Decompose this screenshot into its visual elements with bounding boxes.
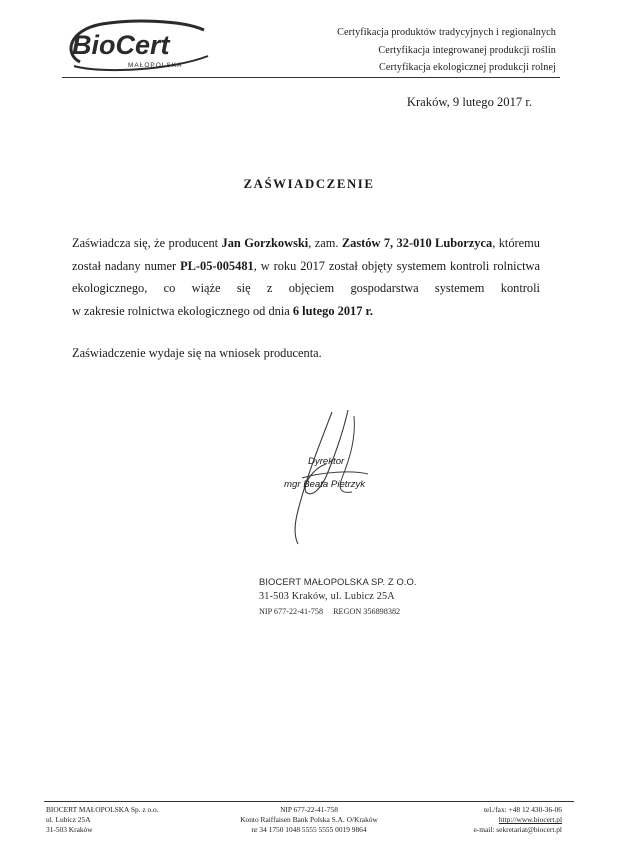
body-line-4: w zakresie rolnictwa ekologicznego od dnia 6 lutego 2017 r. [72, 303, 373, 318]
signature-scribble [262, 408, 402, 548]
header-services [337, 24, 556, 77]
body-line-2: został nadany numer PL-05-005481, w roku 2017 został objęty systemem kontroli rolnictwa [72, 258, 540, 273]
company-stamp [259, 574, 417, 619]
producer-number: PL-05-005481 [180, 258, 254, 273]
stamp-nip: NIP 677-22-41-758 [259, 607, 324, 616]
footer-bank: NIP 677-22-41-758 Konto Raiffaisen Bank Polska S.A. O/Kraków nr 34 1750 1048 5555 5555 0019 9864 [240, 805, 378, 835]
header-divider [62, 77, 560, 78]
document-date: Kraków, 9 lutego 2017 r. [406, 95, 532, 109]
header-line: Certyfikacja integrowanej produkcji roślin [378, 44, 556, 56]
footer-phone: tel./fax: +48 12 430-36-06 [483, 805, 562, 814]
footer-website-link[interactable]: http://www.biocert.pl [498, 815, 562, 825]
body-line-3: ekologicznego, co wiąże się z objęciem gospodarstwa systemem kontroli [72, 281, 540, 295]
start-date: 6 lutego 2017 r. [292, 303, 373, 318]
body-line-1: Zaświadcza się, że producent Jan Gorzkowski, zam. Zastów 7, 32-010 Luborzyca, któremu [72, 236, 541, 250]
issuance-note: Zaświadczenie wydaje się na wniosek producenta. [72, 346, 322, 360]
stamp-address: 31-503 Kraków, ul. Lubicz 25A [259, 591, 395, 602]
header-line: Certyfikacja produktów tradycyjnych i regionalnych [337, 27, 556, 38]
producer-name: Jan Gorzkowski [221, 236, 309, 250]
footer-company: BIOCERT MAŁOPOLSKA Sp. z o.o. ul. Lubicz 25A 31-503 Kraków [46, 805, 159, 835]
footer-contact [474, 805, 562, 836]
logo-text: BioCert [72, 30, 170, 60]
stamp-company: BIOCERT MAŁOPOLSKA SP. Z O.O. [259, 576, 417, 587]
producer-address: Zastów 7, 32-010 Luborzyca [341, 236, 493, 250]
signatory-name: mgr Beata Pietrzyk [284, 479, 366, 490]
logo-subtext: MAŁOPOLSKA [128, 62, 183, 69]
document-title: ZAŚWIADCZENIE [243, 177, 375, 191]
stamp-regon: REGON 356898382 [333, 607, 401, 616]
certificate-body [72, 232, 540, 322]
footer-divider [44, 801, 574, 802]
header-line: Certyfikacja ekologicznej produkcji rolnej [378, 62, 556, 73]
signatory-role: Dyrektor [308, 456, 345, 467]
biocert-logo [62, 16, 212, 74]
footer-email: e-mail: sekretariat@biocert.pl [473, 825, 562, 835]
stamp-ids [259, 604, 417, 619]
